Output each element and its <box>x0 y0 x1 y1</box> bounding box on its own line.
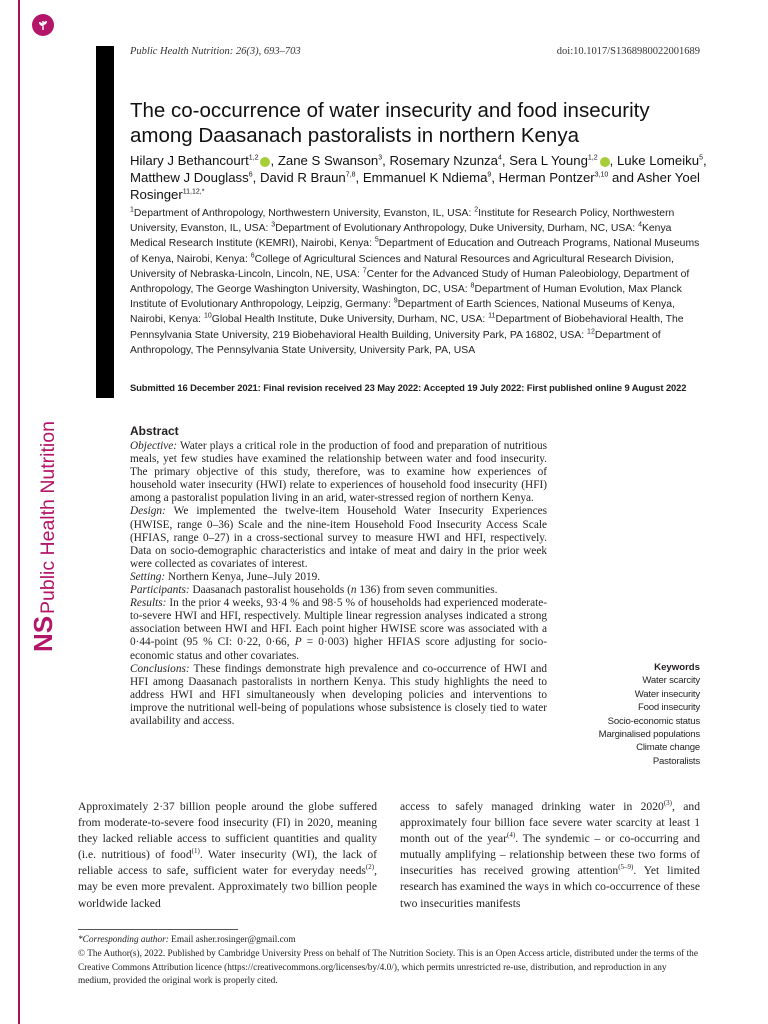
keyword-item: Socio-economic status <box>607 715 700 727</box>
submission-dates: Submitted 16 December 2021: Final revision received 23 May 2022: Accepted 19 July 2022: First published online 9 August 2022 <box>130 382 687 393</box>
footnote-divider <box>78 929 238 930</box>
affiliation-text: Department of Education and Outreach Programs, National Museums of Kenya, Nairobi, Kenya: <box>130 238 700 265</box>
affiliation-text: Kenya Medical Research Institute (KEMRI), Nairobi, Kenya: <box>130 223 672 250</box>
keyword-item: Water insecurity <box>634 688 700 700</box>
keyword-item: Climate change <box>636 742 700 754</box>
footnotes <box>78 934 700 989</box>
keywords <box>599 661 700 768</box>
author-name[interactable]: David R Braun <box>259 170 346 185</box>
author-list: Hilary J Bethancourt$^{1,2}$ , Zane S Swanson$^3$, Rosemary Nzunza$^4$, Sera L Young$^{1,2}$ , Luke Lomeiku$^5$, Matthew J Douglass$^6$, David R Braun$^{7,8}$, Emmanuel K Ndiema$^9$, Herman Pontzer$^{3,10}$ and Asher Yoel Rosinger$^{11,12,*}$ <box>130 153 707 202</box>
affiliation-text: Department of Anthropology, The Pennsylvania State University, University Park, PA, USA <box>130 329 661 356</box>
affiliation-text: Institute for Research Policy, Northwestern University, Evanston, IL, USA: <box>130 208 675 235</box>
author-affiliation-marker: 11,12,* <box>182 188 205 196</box>
citation-link[interactable]: (4) <box>507 831 516 840</box>
copyright-notice: © The Author(s), 2022. Published by Cambridge University Press on behalf of The Nutrition Society. This is an Open Access article, distributed under the terms of the Creative Commons Attribution licence (https://creativecommons.org/licenses/by/4.0/), which permits unrestricted re-use, distribution, and reproduction in any medium, provided the original work is properly cited. <box>78 948 698 987</box>
affiliation-number: 10 <box>203 312 212 320</box>
affiliations <box>130 206 710 358</box>
citation-link[interactable]: (3) <box>663 799 672 808</box>
citation-link[interactable]: (2) <box>365 863 375 872</box>
journal-logo-icon <box>32 14 54 36</box>
author-affiliation-marker: 6 <box>248 171 253 179</box>
citation-link[interactable]: (1) <box>191 847 200 856</box>
author-affiliation-marker: 1,2 <box>587 154 598 162</box>
affiliation-text: Center for the Advanced Study of Human Paleobiology, Department of Anthropology, The George Washington University, Washington, DC, USA: <box>130 268 690 296</box>
article-title: The co-occurrence of water insecurity and food insecurity among Daasanach pastoralists in northern Kenya <box>130 98 650 147</box>
affiliation-text: Department of Human Evolution, Max Planck Institute of Evolutionary Anthropology, Leipzig, Germany: <box>130 284 682 311</box>
side-journal-name: Public Health Nutrition <box>37 421 59 614</box>
affiliation-text: Department of Biobehavioral Health, The Pennsylvania State University, 219 Biobehavioral Health Building, University Park, PA 16802, USA: <box>130 314 684 341</box>
abstract <box>130 424 547 728</box>
keyword-item: Food insecurity <box>637 702 700 714</box>
author-affiliation-marker: 5 <box>699 154 703 162</box>
affiliation-number: 6 <box>250 252 255 260</box>
affiliation-number: 9 <box>393 297 398 305</box>
abstract-setting: Setting: Northern Kenya, June–July 2019. <box>130 570 321 583</box>
author-name[interactable]: Asher Yoel Rosinger <box>130 170 700 202</box>
side-logo-text: NS <box>28 615 58 652</box>
corresponding-author: *Corresponding author: Email asher.rosinger@gmail.com <box>78 935 296 945</box>
body-column-right: access to safely managed drinking water in 2020$^{(3)}$, and approximately four billion face severe water scarcity at least 1 month out of the year$^{(4)}$. The syndemic – or co-occurring and mutually amplifying – relationship between these two forms of insecurities has received growing attention$^{(5-9)}$. Yet limited research has examined the ways in which co-occurrence of these two insecurities manifests <box>400 799 700 910</box>
doi-link[interactable]: doi:10.1017/S1368980022001689 <box>556 46 700 57</box>
affiliation-number: 1 <box>130 206 134 214</box>
affiliation-number: 11 <box>488 312 496 320</box>
author-affiliation-marker: 7,8 <box>345 171 356 179</box>
keyword-item: Water scarcity <box>642 675 700 687</box>
author-affiliation-marker: 3 <box>378 154 383 162</box>
affiliation-text: Global Health Institute, Duke University, Durham, NC, USA: <box>211 314 489 326</box>
author-affiliation-marker: 3,10 <box>594 171 609 179</box>
left-margin-rule <box>18 0 20 1024</box>
author-name[interactable]: Sera L Young <box>509 153 588 168</box>
body-column-left: Approximately 2·37 billion people around the globe suffered from moderate-to-severe food insecurity (FI) in 2020, meaning they lacked reliable access to sufficient quantities and quality (i.e. nutritious) of food$^{(1)}$. Water insecurity (WI), the lack of reliable access to safe, sufficient water for everyday needs$^{(2)}$, may be even more prevalent. Approximately two billion people worldwide lacked <box>78 800 377 910</box>
author-name[interactable]: Hilary J Bethancourt <box>130 153 249 168</box>
abstract-conclusions: Conclusions: These findings demonstrate high prevalence and co-occurrence of HWI and HFI among Daasanach pastoralists in northern Kenya. This study highlights the need to address HWI and HFI simultaneously when developing policies and interventions to improve the nutritional well-being of populations whose subsistence is closely tied to water availability and access. <box>130 662 547 727</box>
affiliation-text: Department of Anthropology, Northwestern University, Evanston, IL, USA: <box>133 208 475 219</box>
affiliation-text: College of Agricultural Sciences and Natural Resources and Agricultural Research Division, University of Nebraska-Lincoln, Lincoln, NE, USA: <box>130 253 674 280</box>
abstract-participants: Participants: Daasanach pastoralist households (n 136) from seven communities. <box>130 584 498 597</box>
abstract-results: Results: In the prior 4 weeks, 93·4 % and 98·5 % of households had experienced moderate-to-severe HWI and HFI, respectively. Multiple linear regression analyses indicated a strong association between HWI and HFI. Each point higher HWISE score was associated with a 0·44-point (95 % CI: 0·22, 0·66, P = 0·003) higher HFIAS score adjusting for socio-economic status and other covariates. <box>130 597 547 662</box>
affiliation-text: Department of Earth Sciences, National Museums of Kenya, Nairobi, Kenya: <box>130 299 675 326</box>
author-affiliation-marker: 9 <box>487 171 492 179</box>
author-name[interactable]: Emmanuel K Ndiema <box>362 170 488 185</box>
journal-reference: Public Health Nutrition: 26(3), 693–703 <box>130 46 301 57</box>
affiliation-number: 5 <box>374 236 379 244</box>
affiliation-number: 2 <box>474 206 479 214</box>
abstract-design: Design: We implemented the twelve-item Household Water Insecurity Experiences (HWISE, range 0–36) Scale and the nine-item Household Food Insecurity Access Scale (HFIAS, range 0–27) in a cross-sectional survey to measure HWI and HFI, respectively. Data on socio-demographic characteristics and intake of meat and dairy in the prior week were collected as covariates of interest. <box>130 505 547 570</box>
author-name[interactable]: Zane S Swanson <box>277 153 379 168</box>
journal-side-title <box>22 396 64 654</box>
author-name[interactable]: Rosemary Nzunza <box>389 153 498 168</box>
affiliation-number: 8 <box>470 282 475 290</box>
author-name[interactable]: Herman Pontzer <box>498 170 595 185</box>
keyword-item: Pastoralists <box>652 755 700 767</box>
affiliation-number: 4 <box>638 221 642 229</box>
affiliation-text: Department of Evolutionary Anthropology, Duke University, Durham, NC, USA: <box>275 223 639 235</box>
author-name[interactable]: Luke Lomeiku <box>616 153 700 168</box>
author-affiliation-marker: 1,2 <box>248 154 259 162</box>
keywords-heading: Keywords <box>654 662 700 673</box>
citation-link[interactable]: (5–9) <box>618 863 634 872</box>
affiliation-number: 3 <box>271 221 276 229</box>
author-name[interactable]: Matthew J Douglass <box>130 170 249 185</box>
affiliation-number: 12 <box>587 328 595 336</box>
abstract-heading: Abstract <box>130 424 179 438</box>
keyword-item: Marginalised populations <box>598 729 700 741</box>
affiliation-number: 7 <box>362 267 367 275</box>
orcid-icon[interactable] <box>260 157 270 167</box>
corresponding-email[interactable]: Email asher.rosinger@gmail.com <box>168 935 296 945</box>
orcid-icon[interactable] <box>600 157 610 167</box>
author-affiliation-marker: 4 <box>497 154 502 162</box>
abstract-objective: Objective: Water plays a critical role in the production of food and preparation of nutritious meals, yet few studies have examined the relationship between water and food insecurity. The primary objective of this study, therefore, was to examine how experiences of household water insecurity (HWI) relate to experiences of household food insecurity (HFI) among a pastoralist population living in an arid, water-stressed region of northern Kenya. <box>130 440 547 505</box>
title-black-bar <box>96 46 114 398</box>
